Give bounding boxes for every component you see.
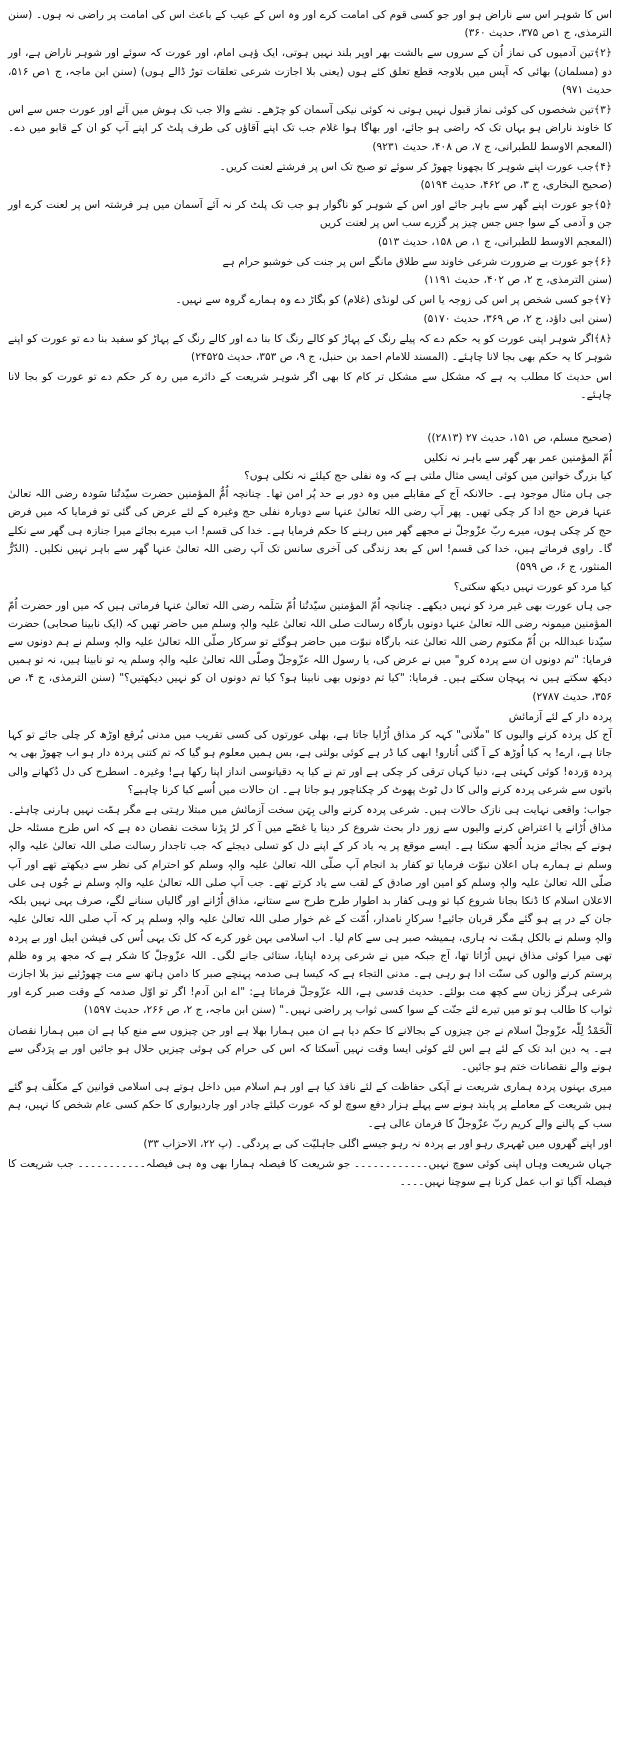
paragraph-text: ﴿۴﴾جب عورت اپنے شوہر کا بچھونا چھوڑ کر سوئے تو صبح تک اس پر فرشتے لعنت کریں۔ bbox=[219, 160, 612, 173]
paragraph-text: جی ہاں عورت بھی غیر مرد کو نہیں دیکھے۔ چنانچہ اُمّ المؤمنین سیّدتُنا اُمّ سَلَمہ رضی اللہ تعالیٰ عنہا فرماتی ہیں کہ میں اور حضرت اُمّ المؤمنین میمونہ رضی اللہ تعالیٰ عنہا دونوں بارگاہ رسالت صلی اللہ تعالیٰ علیہ والہٖ وسلم میں حاضر تھیں کہ (ایک نابینا صحابی) حضرت سیّدنا عبداللہ بن اُمّ مکتوم رضی اللہ تعالیٰ عنہ بارگاہ نبوّت میں حاضر ہوگئے تو سرکار صلّی اللہ تعالیٰ علیہ والہٖ وسلم نے ہم دونوں سے فرمایا: "تم دونوں ان سے پردہ کرو" میں نے عرض کی، یا رسول اللہ عزّوجلّ وصلّی اللہ تعالیٰ علیہ والہٖ وسلم یہ تو نابینا ہیں، نہ تو ہمیں دیکھ سکتے ہیں نہ پہچان سکتے ہیں۔ فرمایا: "کیا تم دونوں بھی نابینا ہو؟ کیا تم دونوں ان کو نہیں دیکھتیں؟" bbox=[8, 599, 612, 685]
citation: (سنن الترمذی، ج ۱ص ۳۷۵، حدیث ۳۶۰) bbox=[8, 9, 612, 40]
hadith-2 bbox=[8, 44, 612, 99]
paragraph-text: اس حدیث کا مطلب یہ ہے کہ مشکل سے مشکل تر کام کا بھی اگر شوہر شریعت کے دائرے میں رہ کر حکم دے تو عورت کو بجا لانا چاہئے۔ bbox=[8, 371, 612, 402]
closing-paragraph bbox=[8, 1155, 612, 1191]
hadith-3 bbox=[8, 101, 612, 156]
citation: (سنن الترمذی، ج ۲، ص ۴۰۲، حدیث ۱۱۹۱) bbox=[424, 274, 612, 287]
paragraph-text: اَلْحَمْدُ لِلّٰہ عزّوجلّ اسلام نے جن چیزوں کے بجالانے کا حکم دیا ہے ان میں ہمارا بھلا ہے اور جن چیزوں سے منع کیا ہے ان میں ہمارا نقصان ہے۔ یہ دین ابد تک کے لئے ہے اس لئے کوئی ایسا وقت نہیں آسکتا کہ اس کی حرام کی ہوئی چیزیں حلال ہو جائیں اور بے پرَدگی سے ہونے والے نقصانات ختم ہو جائیں۔ bbox=[8, 1024, 612, 1074]
citation: (صحیح البخاری، ج ۳، ص ۴۶۲، حدیث ۵۱۹۴) bbox=[420, 178, 612, 191]
question-seeing bbox=[8, 578, 612, 596]
question-text: کیا مرد کو عورت نہیں دیکھ سکتی؟ bbox=[453, 581, 612, 594]
heading-umm-ul-momineen bbox=[8, 449, 612, 467]
question-hajj bbox=[8, 467, 612, 485]
citation: (المسند للامام احمد بن حنبل، ج ۹، ص ۳۵۳، حدیث ۲۴۵۲۵) bbox=[191, 350, 449, 363]
hadith-4 bbox=[8, 158, 612, 194]
muslim-citation bbox=[8, 429, 612, 447]
heading-text: اُمّ المؤمنین عمر بھر گھر سے باہر نہ نکلیں bbox=[423, 451, 612, 464]
heading-text: پردہ دار کے لئے آزمائش bbox=[508, 710, 612, 723]
paragraph-sisters bbox=[8, 1078, 612, 1133]
hadith-5 bbox=[8, 196, 612, 251]
paragraph-text: ﴿۲﴾تین آدمیوں کی نماز اُن کے سروں سے بالشت بھر اوپر بلند نہیں ہوتی، ایک ؤہی امام، اور عورت کہ سوئے اور شوہر ناراض ہے، اور دو (مسلمان) بھائی کہ آپس میں بلاوجہ قطع تعلق کئے ہوں (یعنی بلا اجازت شرعی تعلقات توڑ ڈالے ہوں) bbox=[8, 47, 612, 78]
citation: (الدّرُّ المنثور، ج ۶، ص ۵۹۹) bbox=[8, 542, 612, 574]
citation: (سنن ابن ماجہ، ج ۱ص ۵۱۶، حدیث ۹۷۱) bbox=[8, 65, 612, 96]
paragraph-alhamdulillah bbox=[8, 1022, 612, 1077]
citation: (المعجم الاوسط للطبرانی، ج ۱، ص ۱۵۸، حدیث ۵۱۳) bbox=[378, 235, 612, 248]
paragraph-text: جی ہاں مثال موجود ہے۔ حالانکہ آج کے مقابلے میں وہ دور بے حد پُر امن تھا۔ چنانچہ اُمُّ المؤمنین حضرت سیّدتُنا سَودہ رضی اللہ تعالیٰ عنہا فرض حج ادا کر چکی تھیں۔ پھر آپ رضی اللہ تعالیٰ عنہا سے دوبارہ نفلی حج وغیرہ کے لئے عرض کی گئی تو فرمایا کہ میں فرض حج کر چکی ہوں، میرے ربّ عزّوجلّ نے مجھے گھر میں رہنے کا حکم فرمایا ہے۔ خدا کی قسم! اب میرے بجائے میرا جنازہ ہی گھر سے نکلے گا۔ راوی فرماتے ہیں، خدا کی قسم! اس کے بعد زندگی کی آخری سانس تک آپ رضی اللہ تعالیٰ عنہا گھر سے باہر نہیں نکلیں۔ bbox=[8, 488, 612, 555]
citation: (سنن الترمذی، ج ۴، ص ۳۵۶، حدیث ۲۷۸۷) bbox=[8, 672, 612, 703]
paragraph-text: ﴿۸﴾اگر شوہر اپنی عورت کو یہ حکم دے کہ پیلے رنگ کے پہاڑ کو کالے رنگ کا بنا دے اور کالے رنگ کے پہاڑ کو سفید بنا دے تو عورت کو اپنے شوہر کا یہ حکم بھی بجا لانا چاہئے۔ bbox=[8, 332, 612, 363]
question-text: کیا بزرگ خواتین میں کوئی ایسی مثال ملتی ہے کہ وہ نفلی حج کیلئے نہ نکلی ہوں؟ bbox=[244, 470, 612, 483]
paragraph-text: اور اپنے گھروں میں ٹھہری رہو اور بے پردہ نہ رہو جیسے اگلی جاہلیّت کی بے پردگی۔ (پ ۲۲، الاحزاب ۳۳) bbox=[143, 1137, 612, 1150]
paragraph-text: جہاں شریعت وہاں اپنی کوئی سوچ نہیں۔۔۔۔۔۔۔۔۔۔۔۔ جو شریعت کا فیصلہ ہمارا بھی وہ ہی فیصلہ۔۔۔۔۔۔۔۔۔۔۔ جب شریعت کا فیصلہ آگیا تو اب عمل کرنا ہے سوچنا نہیں۔۔۔۔ bbox=[8, 1158, 612, 1189]
paragraph-text: میری بہنوں پردہ ہماری شریعت نے آپکی حفاظت کے لئے نافذ کیا ہے اور ہم اسلام میں داخل ہوتے ہی اسلامی قوانین کے مکلّف ہو گئے ہیں شریعت کے معاملے پر پابند ہونے سے پہلے ہزار دفع سوچ لو کہ عورت کیلئے چادر اور چاردیواری کا حکم کسی عام شخص کا نہیں، ہم سب کے پالنے والے کریم ربّ عزّوجلّ کا فرمان عالی ہے۔ bbox=[8, 1081, 612, 1130]
question-mockery bbox=[8, 726, 612, 799]
paragraph-text: ﴿۵﴾جو عورت اپنے گھر سے باہر جائے اور اس کے شوہر کو ناگوار ہو جب تک پلٹ کر نہ آئے آسمان میں ہر فرشتہ اس پر لعنت کرے اور جن و آدمی کے سوا جس جس چیز پر گزرے سب اس پر لعنت کریں bbox=[8, 199, 612, 230]
hadith-7 bbox=[8, 291, 612, 327]
paragraph-1 bbox=[8, 6, 612, 42]
heading-trial bbox=[8, 708, 612, 726]
explanation-paragraph bbox=[8, 368, 612, 404]
spacer bbox=[8, 407, 612, 429]
paragraph-text: جواب: واقعی نہایت ہی نازک حالات ہیں۔ شرعی پردہ کرنے والی بِہَن سخت آزمائش میں مبتلا رہتی ہے مگر ہمّت نہیں ہارنی چاہئے۔ مذاق اُڑانے یا اعتراض کرنے والیوں سے زور دار بحث شروع کر دینا یا غصّے میں آ کر لڑ پڑنا سخت نقصان دہ ہے کہ اس طرح مسئلہ حل ہونے کے بجائے مزید اُلجھ سکتا ہے۔ ایسے موقع پر یہ یاد کر کے اپنے دل کو تسلی دیجئے کہ جب تاجدار رسالت صلی اللہ تعالیٰ علیہ والہٖ وسلم نے ہمارے ہاں اعلان نبوّت فرمایا تو کفار بد انجام آپ صلّی اللہ تعالیٰ علیہ والہٖ وسلم کو احترام کی نظر سے دیکھتے تھے اور آپ صلّی اللہ تعالیٰ علیہ والہٖ وسلم کو امین اور صادق کے لقب سے یاد کرتے تھے۔ جب آپ صلی اللہ تعالیٰ علیہ والہٖ وسلم نے جُوں ہی علی الاعلان اسلام کا ڈنکا بجانا شروع کیا تو وہی کفار بد اطوار طرح طرح سے ستانے، مذاق اُڑانے اور گالیاں سنانے لگے، صرف یہی نہیں بلکہ جان کے در پے ہو گئے مگر قربان جائیے! سرکارِ نامدار، اُمّت کے غم خوار صلی اللہ تعالیٰ علیہ والہٖ وسلم پر کہ آپ صلی اللہ تعالیٰ علیہ والہٖ وسلم نے بالکل ہمّت نہ ہاری، ہمیشہ صبر ہی سے کام لیا۔ اب اسلامی بہن غور کرے کہ کل تک یہی اُس کی فیشن ایبل اور بے پردہ تھی میرا کوئی مذاق نہیں اُڑاتا تھا، آج جبکہ میں نے شرعی پردہ اپنایا، ستائی جانے لگی۔ اللہ عزّوجلّ کا شکر ہے کہ مجھ پر وہ ظلم پرستم کرنے والوں کی سنّت ادا ہو رہی ہے۔ مدنی التجاء ہے کہ کیسا ہی صدمہ پہنچے صبر کا دامن ہاتھ سے مت چھوڑئیے نیز بلا اجازت شرعی ہرگز زبان سے کچھ مت بولئے۔ حدیث قدسی ہے، اللہ عزّوجلّ فرماتا ہے: "اے ابن آدم! اگر تو اوّل صدمہ کے وقت صبر کرے اور ثواب کا طالب ہو تو میں تیرے لئے جنّت کے سوا کسی ثواب پر راضی نہیں۔" bbox=[8, 803, 612, 1017]
answer-seeing bbox=[8, 597, 612, 706]
hadith-8 bbox=[8, 330, 612, 366]
citation: (سنن ابن ماجہ، ج ۲، ص ۲۶۶، حدیث ۱۵۹۷) bbox=[83, 1004, 276, 1017]
citation: (صحیح مسلم، ص ۱۵۱، حدیث ۲۷ (۲۸۱۳)) bbox=[427, 431, 612, 444]
paragraph-text: ﴿۶﴾جو عورت بے ضرورت شرعی خاوند سے طلاق مانگے اس پر جنت کی خوشبو حرام ہے bbox=[222, 255, 612, 268]
citation: (سنن ابی داؤد، ج ۲، ص ۳۶۹، حدیث ۵۱۷۰) bbox=[423, 312, 612, 325]
quran-verse bbox=[8, 1135, 612, 1153]
paragraph-text: اس کا شوہر اس سے ناراض ہو اور جو کسی قوم کی امامت کرے اور وہ اس کے عیب کے باعث اس کی امامت پر راضی نہ ہوں۔ bbox=[35, 9, 612, 21]
answer-hajj bbox=[8, 485, 612, 576]
citation: (المعجم الاوسط للطبرانی، ج ۷، ص ۴۰۸، حدیث ۹۲۳۱) bbox=[372, 140, 612, 153]
answer-patience bbox=[8, 801, 612, 1020]
paragraph-text: ﴿۳﴾تین شخصوں کی کوئی نماز قبول نہیں ہوتی نہ کوئی نیکی آسمان کو چڑھے۔ نشے والا جب تک ہوش میں آئے اور عورت جس سے اس کا خاوند ناراض ہو یہاں تک کہ راضی ہو جائے، اور بھاگا ہوا غلام جب تک اپنے آقاؤں کی طرف پلٹ کر اپنے آپ کو ان کے قابو میں دے۔ bbox=[8, 104, 612, 135]
question-text: آج کل پردہ کرنے والیوں کا "ملّانی" کہہ کر مذاق اُڑایا جاتا ہے، بھلی عورتوں کی کسی تقریب میں مدنی بُرقع اوڑھ کر چلی جائے تو کہا جاتا ہے، ارے! یہ کیا اُوڑھ کے آ گئی اُتارو! ابھی کیا ڈر ہے کوئی بولتی ہے، بس ہمیں معلوم ہو گیا کہ تم کتنی پردہ دار ہو اب چھوڑ بھی یہ پردہ وَردہ! کوئی کہتی ہے، دنیا کہاں ترقی کر چکی ہے اور تم نے کیا یہ دقیانوسی انداز اپنا رکھا ہے! وغیرہ۔ اسطرح کی دل دُکھانے والی باتوں سے شرعی پردہ کرنے والی کا دل ٹوٹ پھوٹ کر چکناچور ہو جاتا ہے۔ ان حالات میں اُسے کیا کرنا چاہیے؟ bbox=[8, 729, 612, 796]
paragraph-text: ﴿۷﴾جو کسی شخص پر اس کی زوجہ یا اس کی لونڈی (غلام) کو بگاڑ دے وہ ہمارے گروہ سے نہیں۔ bbox=[175, 294, 612, 307]
hadith-6 bbox=[8, 253, 612, 289]
